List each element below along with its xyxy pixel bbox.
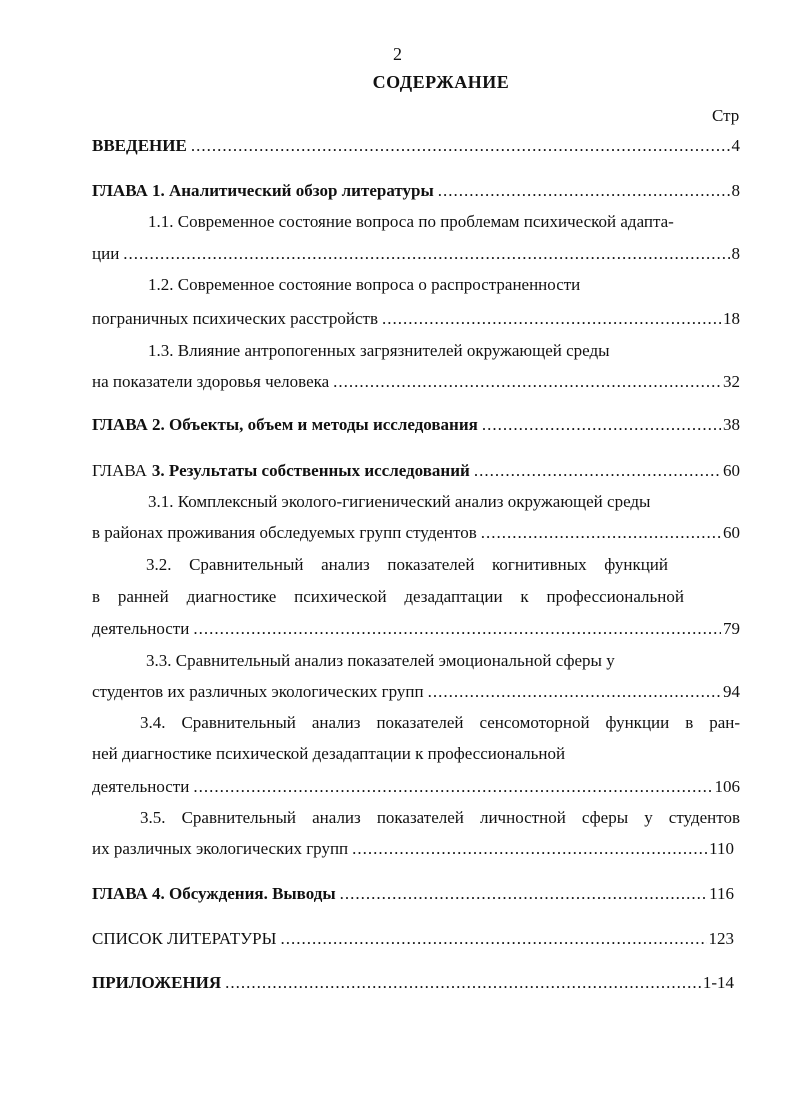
toc-entry-section-3-2-cont — [92, 586, 684, 608]
toc-entry-title: ГЛАВА 1. Аналитический обзор литературы — [92, 181, 434, 200]
page-column-header: Стр — [712, 106, 740, 125]
toc-entry-title-cont: на показатели здоровья человека — [92, 372, 330, 391]
toc-page-number: 106 — [714, 777, 740, 796]
page-number: 2 — [393, 44, 402, 64]
toc-entry-title: 1.2. Современное состояние вопроса о распространенности — [148, 275, 581, 294]
dot-leader — [333, 371, 721, 393]
toc-entry-section-3-1-cont — [92, 522, 740, 544]
toc-entry-title-cont: в районах проживания обследуемых групп студентов — [92, 523, 477, 542]
dot-leader — [193, 618, 721, 640]
toc-entry-title: 3. Результаты собственных исследований — [151, 461, 470, 480]
toc-page-number: 38 — [723, 415, 740, 434]
toc-entry-section-3-4-cont2 — [92, 776, 740, 798]
toc-entry-section-1-3-cont — [92, 371, 740, 393]
toc-entry-chapter-3 — [92, 460, 740, 482]
toc-entry-title: 1.3. Влияние антропогенных загрязнителей окружающей среды — [148, 341, 610, 360]
toc-entry-title: ВВЕДЕНИЕ — [92, 136, 187, 155]
toc-page-number: 79 — [723, 619, 740, 638]
toc-entry-title: 1.1. Современное состояние вопроса по проблемам психической адапта- — [148, 212, 674, 231]
toc-entry-title: 3.3. Сравнительный анализ показателей эмоциональной сферы у — [146, 651, 615, 670]
toc-entry-title-cont: студентов их различных экологических групп — [92, 682, 424, 701]
toc-entry-section-3-5-cont — [92, 838, 734, 860]
toc-page-number: 116 — [709, 884, 734, 903]
toc-entry-section-1-2-cont — [92, 308, 740, 330]
dot-leader — [474, 460, 721, 482]
toc-page-number: 60 — [723, 461, 740, 480]
dot-leader — [280, 928, 706, 950]
toc-entry-section-3-2 — [146, 554, 668, 576]
toc-entry-section-1-1-cont — [92, 243, 740, 265]
toc-page-number: 32 — [723, 372, 740, 391]
toc-entry-appendices — [92, 972, 734, 994]
toc-entry-section-3-5 — [140, 807, 740, 829]
toc-page-number: 18 — [723, 309, 740, 328]
toc-page-number: 4 — [731, 136, 740, 155]
toc-entry-prefix: ГЛАВА — [92, 461, 147, 480]
toc-entry-title: 3.1. Комплексный эколого-гигиенический анализ окружающей среды — [148, 492, 651, 511]
toc-entry-section-1-2 — [148, 274, 740, 296]
dot-leader — [191, 135, 730, 157]
toc-entry-section-1-3 — [148, 340, 740, 362]
dot-leader — [481, 522, 721, 544]
toc-entry-title: 3.5. Сравнительный анализ показателей личностной сферы у студентов — [140, 808, 740, 827]
toc-entry-title-cont: в ранней диагностике психической дезадаптации к профессиональной — [92, 587, 684, 606]
toc-page-number: 123 — [708, 929, 734, 948]
toc-page-number: 110 — [709, 839, 734, 858]
toc-page-number: 8 — [731, 244, 740, 263]
toc-entry-section-3-3 — [146, 650, 740, 672]
dot-leader — [352, 838, 707, 860]
dot-leader — [225, 972, 701, 994]
toc-page-number: 94 — [723, 682, 740, 701]
dot-leader — [193, 776, 712, 798]
toc-entry-title: 3.4. Сравнительный анализ показателей сенсомоторной функции в ран- — [140, 713, 740, 732]
dot-leader — [428, 681, 721, 703]
toc-entry-title-cont: деятельности — [92, 777, 190, 796]
toc-entry-title-cont: деятельности — [92, 619, 190, 638]
toc-page-number: 60 — [723, 523, 740, 542]
toc-entry-section-3-3-cont — [92, 681, 740, 703]
toc-entry-title: ГЛАВА 2. Объекты, объем и методы исследования — [92, 415, 478, 434]
toc-entry-title-cont: пограничных психических расстройств — [92, 309, 379, 328]
toc-entry-section-3-4 — [140, 712, 740, 734]
toc-entry-chapter-4 — [92, 883, 734, 905]
toc-entry-title-cont: их различных экологических групп — [92, 839, 349, 858]
toc-entry-title: СПИСОК ЛИТЕРАТУРЫ — [92, 929, 277, 948]
toc-entry-title-cont: ней диагностике психической дезадаптации к профессиональной — [92, 744, 566, 763]
toc-entry-title-cont: ции — [92, 244, 120, 263]
dot-leader — [382, 308, 721, 330]
toc-entry-chapter-1 — [92, 180, 740, 202]
toc-entry-title: ГЛАВА 4. Обсуждения. Выводы — [92, 884, 336, 903]
dot-leader — [438, 180, 730, 202]
toc-entry-section-3-2-cont2 — [92, 618, 740, 640]
toc-entry-section-3-4-cont — [92, 743, 740, 765]
toc-entry-section-3-1 — [148, 491, 740, 513]
toc-entry-section-1-1 — [148, 211, 740, 233]
toc-entry-title: 3.2. Сравнительный анализ показателей когнитивных функций — [146, 555, 668, 574]
toc-entry-references — [92, 928, 734, 950]
toc-entry-chapter-2 — [92, 414, 740, 436]
dot-leader — [123, 243, 729, 265]
page-title: СОДЕРЖАНИЕ — [372, 72, 510, 92]
dot-leader — [482, 414, 721, 436]
toc-entry-introduction — [92, 135, 740, 157]
toc-page-number: 8 — [731, 181, 740, 200]
toc-page-number: 1-14 — [702, 973, 734, 992]
toc-entry-title: ПРИЛОЖЕНИЯ — [92, 973, 222, 992]
dot-leader — [340, 883, 707, 905]
